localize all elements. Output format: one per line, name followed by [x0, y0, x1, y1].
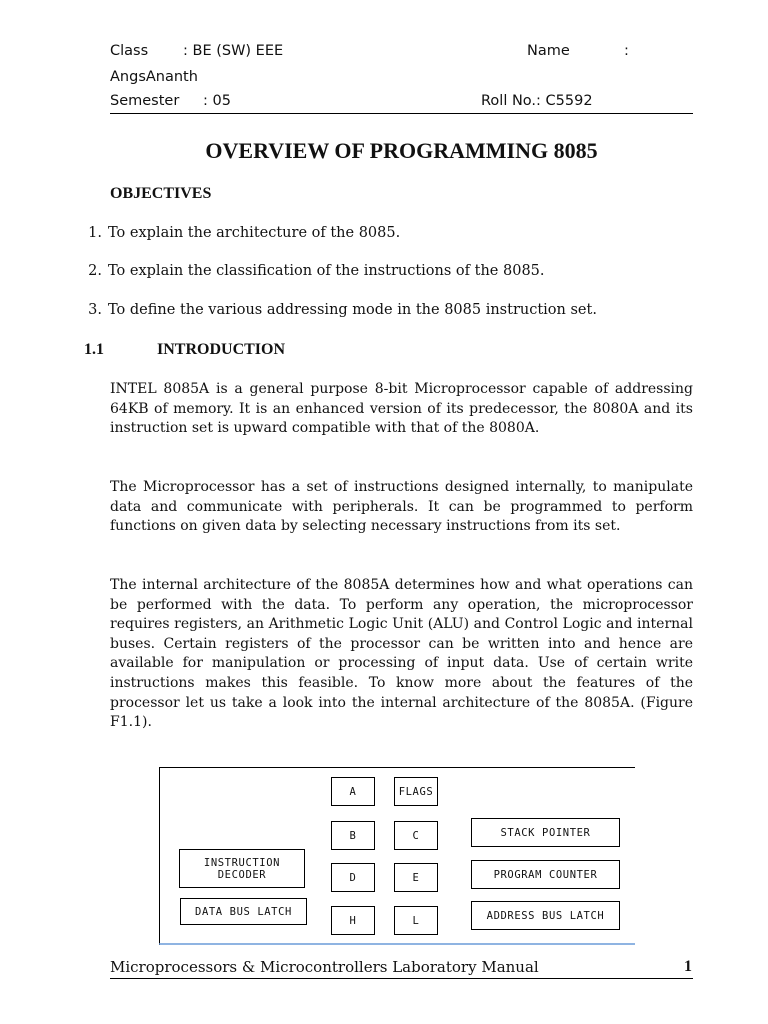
stack-pointer: STACK POINTER — [471, 818, 620, 847]
register-h: H — [331, 906, 375, 935]
architecture-figure — [159, 767, 635, 945]
objectives-heading: OBJECTIVES — [110, 185, 212, 202]
address-bus-latch: ADDRESS BUS LATCH — [471, 901, 620, 930]
footer-rule — [110, 978, 693, 979]
objective-item — [84, 225, 684, 245]
semester-value: : 05 — [203, 93, 231, 109]
header-rule — [110, 113, 693, 114]
section-title: INTRODUCTION — [157, 341, 286, 358]
register-b: B — [331, 821, 375, 850]
intro-paragraph-2: The Microprocessor has a set of instructions designed internally, to manipulate data and communicate with peripherals. It can be programmed to perform functions on given data by selecting necessary instructions from its set. — [110, 479, 693, 535]
register-flags: FLAGS — [394, 777, 438, 806]
name-value: AngsAnanth — [110, 69, 198, 85]
objective-text: To define the various addressing mode in the 8085 instruction set. — [108, 302, 597, 318]
class-value: : BE (SW) EEE — [183, 43, 284, 59]
instruction-decoder-line2: DECODER — [217, 868, 267, 881]
objective-number: 3. — [88, 302, 102, 318]
instruction-decoder — [179, 849, 305, 888]
data-bus-latch: DATA BUS LATCH — [180, 898, 307, 925]
objective-item — [84, 263, 684, 283]
objective-item — [84, 302, 684, 322]
program-counter: PROGRAM COUNTER — [471, 860, 620, 889]
section-number: 1.1 — [84, 341, 104, 358]
objective-text: To explain the classification of the instructions of the 8085. — [108, 263, 545, 279]
register-d: D — [331, 863, 375, 892]
class-label: Class — [110, 43, 149, 59]
register-l: L — [394, 906, 438, 935]
objective-number: 2. — [88, 263, 102, 279]
objective-text: To explain the architecture of the 8085. — [108, 225, 401, 241]
instruction-decoder-line1: INSTRUCTION — [203, 856, 281, 869]
page-number: 1 — [684, 958, 692, 975]
register-a: A — [331, 777, 375, 806]
register-e: E — [394, 863, 438, 892]
page-title: OVERVIEW OF PROGRAMMING 8085 — [205, 138, 598, 163]
semester-label: Semester — [110, 93, 180, 109]
roll-number: Roll No.: C5592 — [481, 93, 593, 109]
name-label: Name — [527, 43, 570, 59]
register-c: C — [394, 821, 438, 850]
intro-paragraph-3: The internal architecture of the 8085A determines how and what operations can be performed with the data. To perform any operation, the microprocessor requires registers, an Arithmetic Logic Unit (ALU) and Control Logic and internal buses. Certain registers of the processor can be written into and hence are available for manipulation or processing of input data. Use of certain write instructions makes this feasible. To know more about the features of the processor let us take a look into the internal architecture of the 8085A. (Figure F1.1). — [110, 577, 693, 731]
intro-paragraph-1: INTEL 8085A is a general purpose 8-bit Microprocessor capable of addressing 64KB of memory. It is an enhanced version of its predecessor, the 8080A and its instruction set is upward compatible with that of the 8080A. — [110, 381, 693, 437]
name-colon: : — [624, 43, 629, 59]
footer-text: Microprocessors & Microcontrollers Laboratory Manual — [110, 958, 539, 976]
objective-number: 1. — [88, 225, 102, 241]
